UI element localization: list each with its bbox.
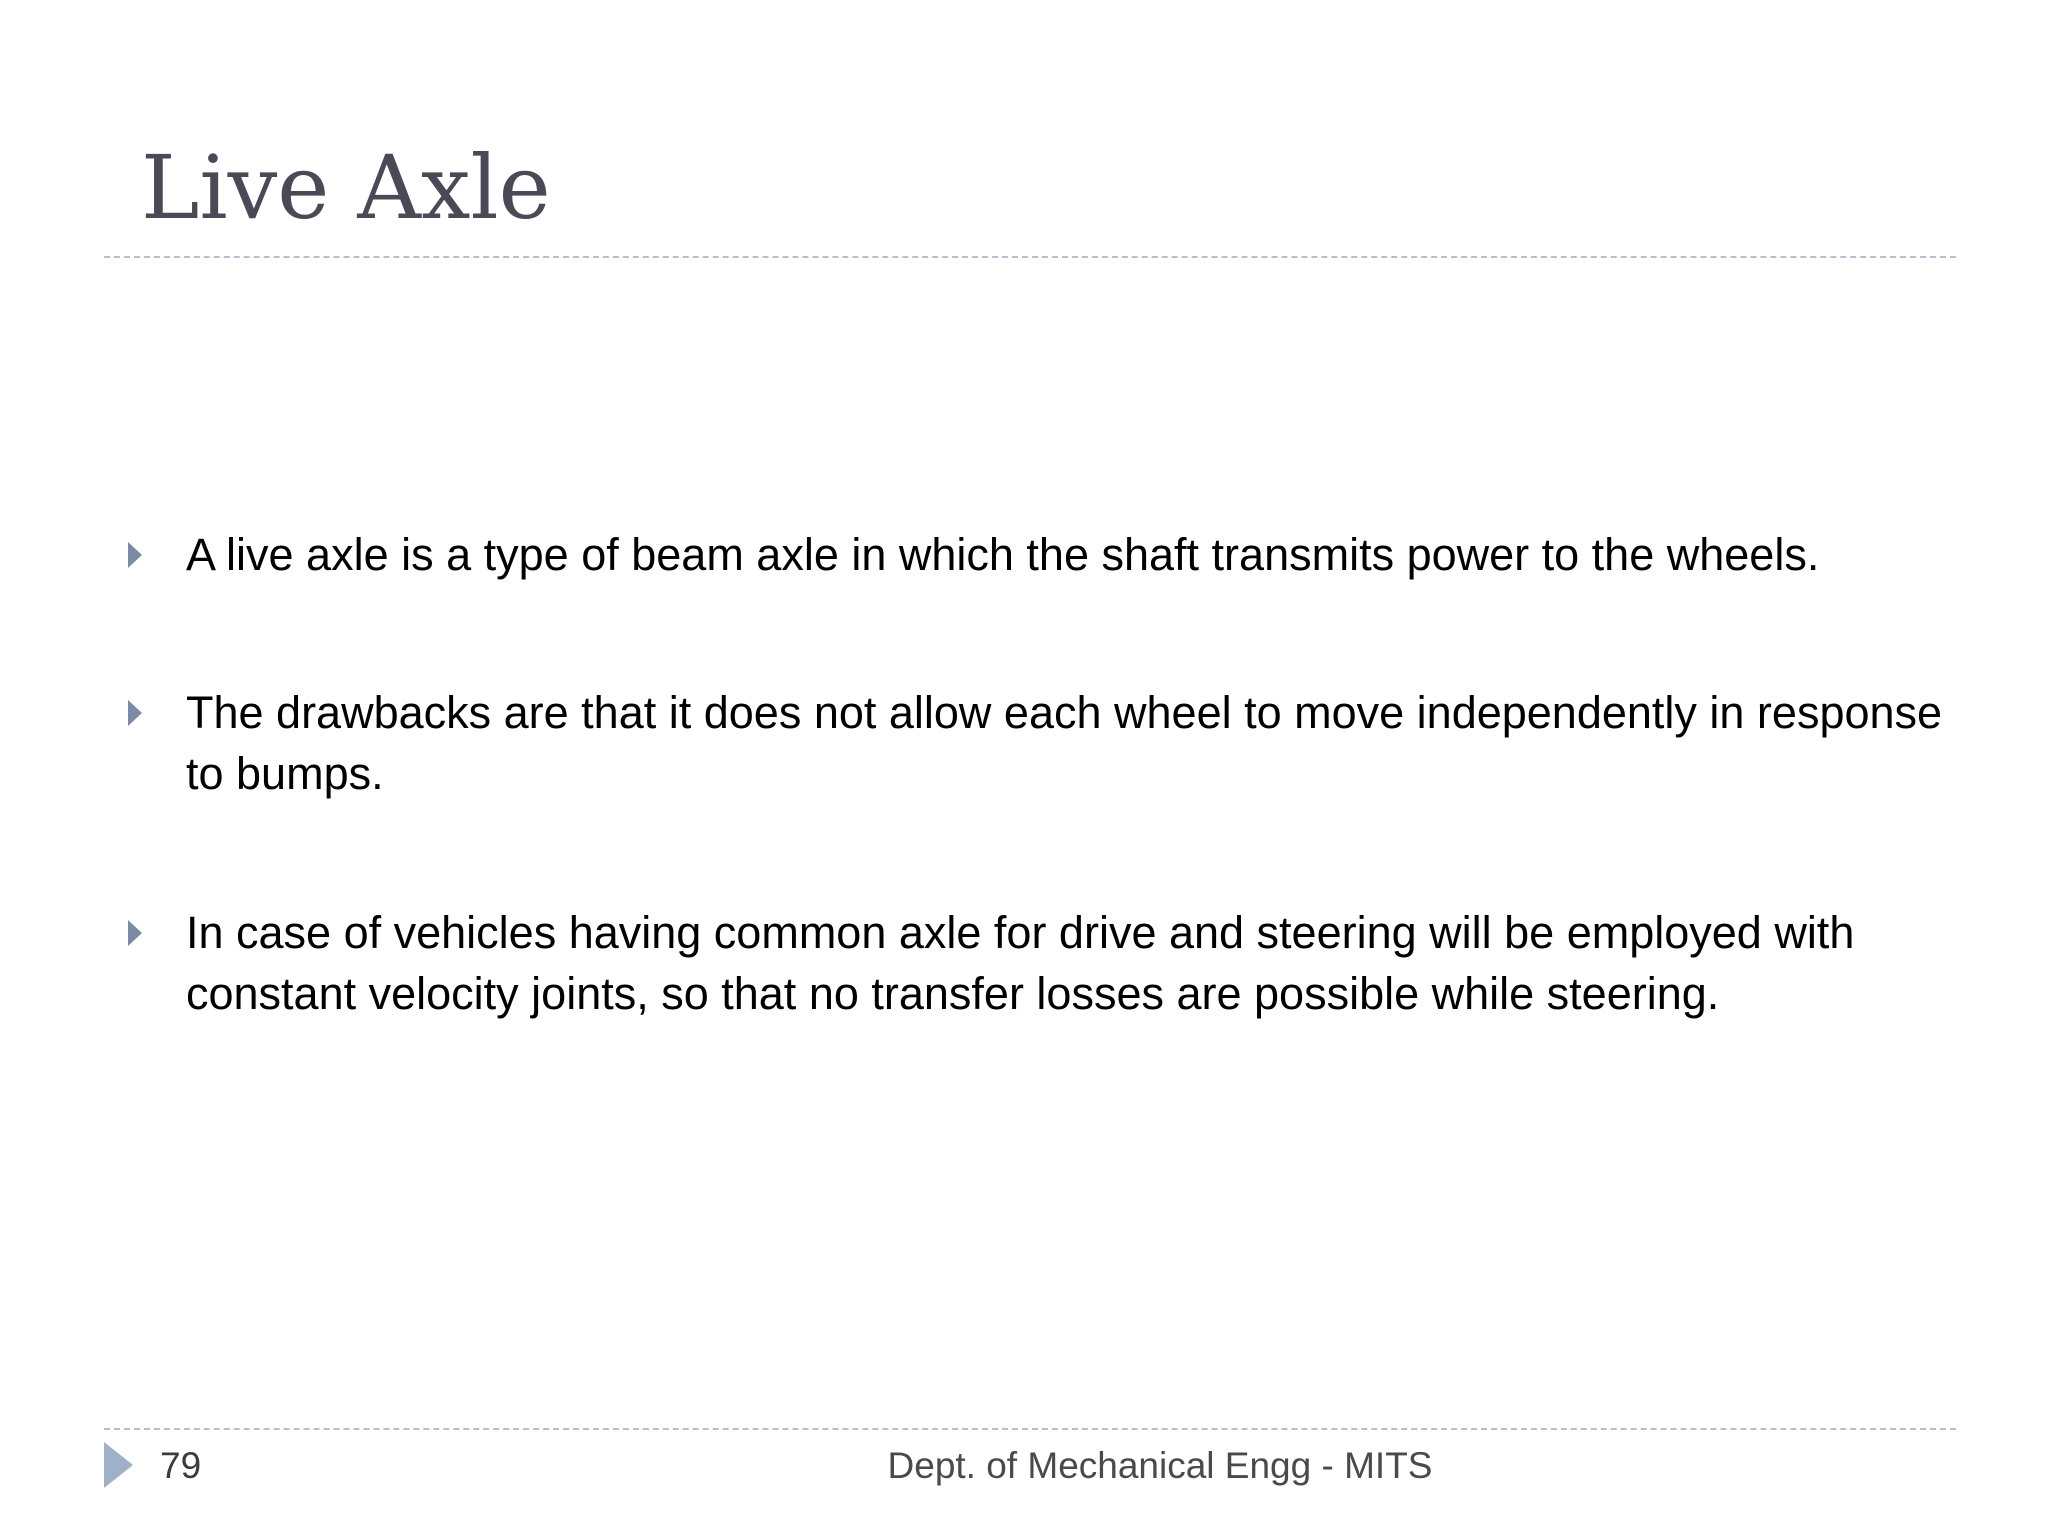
title-divider: [104, 256, 1956, 258]
slide-title: Live Axle: [141, 136, 551, 239]
bullet-text: The drawbacks are that it does not allow each wheel to move independently in response to bumps.: [186, 687, 1943, 799]
page-number: 79: [160, 1445, 202, 1486]
footer-divider: [104, 1428, 1956, 1430]
bullet-text: In case of vehicles having common axle for drive and steering will be employed with constant velocity joints, so that no transfer losses are possible while steering.: [186, 907, 1855, 1019]
triangle-right-icon: [128, 542, 142, 568]
bullet-text: A live axle is a type of beam axle in which the shaft transmits power to the wheels.: [186, 529, 1820, 580]
triangle-right-icon: [128, 920, 142, 946]
triangle-right-icon: [128, 700, 142, 726]
triangle-right-icon: [104, 1442, 133, 1488]
footer-text: Dept. of Mechanical Engg - MITS: [887, 1445, 1433, 1486]
